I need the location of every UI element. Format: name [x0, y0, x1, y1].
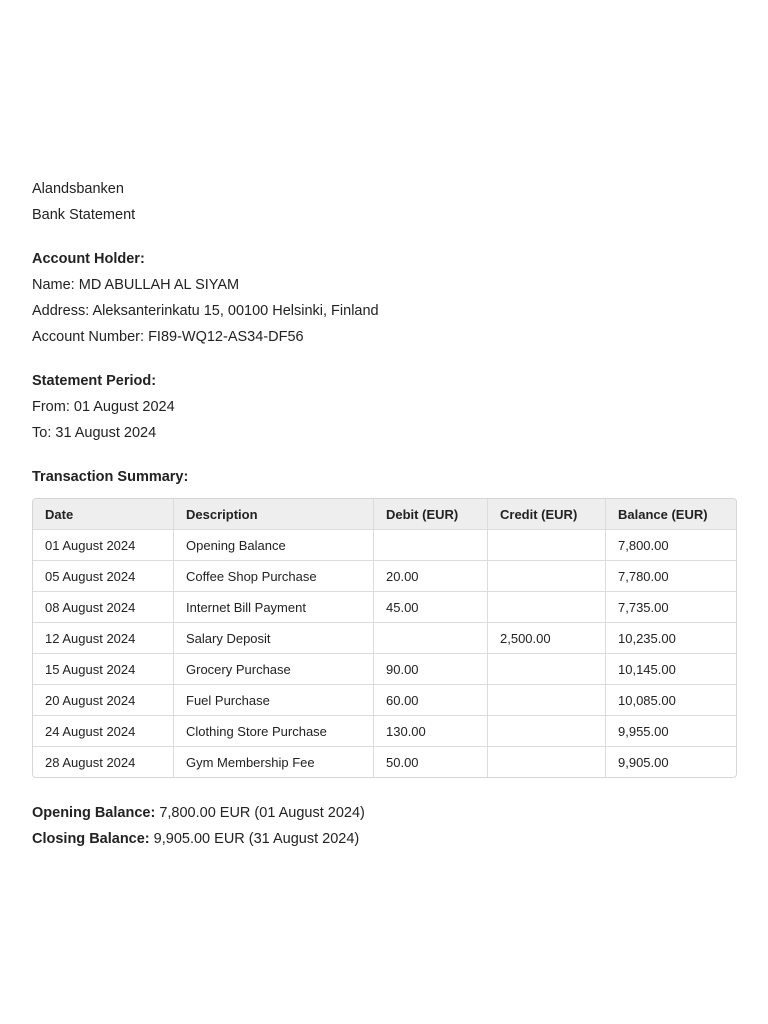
column-header-description: Description	[174, 499, 374, 530]
cell-date: 12 August 2024	[33, 623, 174, 654]
transaction-summary-section	[32, 464, 737, 778]
table-row	[33, 530, 736, 561]
cell-credit	[488, 654, 606, 685]
cell-date: 05 August 2024	[33, 561, 174, 592]
column-header-credit: Credit (EUR)	[488, 499, 606, 530]
holder-address: Aleksanterinkatu 15, 00100 Helsinki, Finland	[92, 303, 379, 319]
cell-credit: 2,500.00	[488, 623, 606, 654]
cell-debit: 60.00	[374, 685, 488, 716]
holder-name: MD ABULLAH AL SIYAM	[78, 277, 240, 293]
opening-balance-label: Opening Balance:	[32, 805, 156, 821]
cell-date: 08 August 2024	[33, 592, 174, 623]
cell-balance: 9,955.00	[606, 716, 736, 747]
cell-debit: 130.00	[374, 716, 488, 747]
cell-debit: 50.00	[374, 747, 488, 777]
cell-description: Internet Bill Payment	[174, 592, 374, 623]
column-header-balance: Balance (EUR)	[606, 499, 736, 530]
cell-date: 24 August 2024	[33, 716, 174, 747]
cell-balance: 9,905.00	[618, 754, 669, 770]
cell-credit	[488, 685, 606, 716]
document-title: Bank Statement	[32, 207, 136, 223]
cell-debit: 90.00	[374, 654, 488, 685]
cell-balance: 7,735.00	[606, 592, 736, 623]
closing-balance-label: Closing Balance:	[32, 831, 150, 847]
period-to-label: To:	[32, 425, 52, 441]
holder-address-label: Address:	[32, 303, 90, 319]
cell-debit: 45.00	[374, 592, 488, 623]
account-number: FI89-WQ12-AS34-DF56	[148, 329, 304, 345]
table-row	[33, 747, 736, 777]
column-header-debit: Debit (EUR)	[374, 499, 488, 530]
transaction-summary-heading: Transaction Summary:	[32, 469, 189, 485]
opening-balance-line	[32, 800, 737, 826]
holder-address-line	[32, 298, 737, 324]
period-to-line	[32, 420, 737, 446]
cell-credit	[488, 561, 606, 592]
table-row	[33, 592, 736, 623]
cell-balance: 10,085.00	[606, 685, 736, 716]
period-to: 31 August 2024	[55, 425, 157, 441]
table-row	[33, 654, 736, 685]
holder-name-label: Name:	[32, 277, 75, 293]
table-row	[33, 716, 736, 747]
cell-balance: 10,145.00	[606, 654, 736, 685]
cell-balance: 7,780.00	[606, 561, 736, 592]
cell-debit: 20.00	[374, 561, 488, 592]
period-from-label: From:	[32, 399, 70, 415]
cell-date: 15 August 2024	[33, 654, 174, 685]
cell-date: 20 August 2024	[33, 685, 174, 716]
cell-description: Clothing Store Purchase	[174, 716, 374, 747]
cell-balance: 10,235.00	[606, 623, 736, 654]
cell-description: Coffee Shop Purchase	[174, 561, 374, 592]
cell-description: Opening Balance	[174, 530, 374, 561]
cell-description: Grocery Purchase	[174, 654, 374, 685]
table-row	[33, 561, 736, 592]
statement-document	[32, 176, 737, 852]
cell-debit	[374, 623, 488, 654]
column-header-date: Date	[33, 499, 174, 530]
opening-balance-value: 7,800.00 EUR (01 August 2024)	[159, 805, 365, 821]
statement-period-heading: Statement Period:	[32, 373, 157, 389]
cell-debit	[374, 530, 488, 561]
cell-date: 01 August 2024	[33, 530, 174, 561]
transaction-table	[32, 498, 737, 778]
closing-balance-value: 9,905.00 EUR (31 August 2024)	[153, 831, 360, 847]
cell-description: Fuel Purchase	[174, 685, 374, 716]
table-row	[33, 623, 736, 654]
bank-name: Alandsbanken	[32, 181, 124, 197]
account-number-line	[32, 324, 737, 350]
holder-name-line	[32, 272, 737, 298]
cell-description: Salary Deposit	[174, 623, 374, 654]
cell-description: Gym Membership Fee	[174, 747, 374, 777]
cell-balance: 7,800.00	[606, 530, 736, 561]
cell-credit	[488, 716, 606, 747]
period-from-line	[32, 394, 737, 420]
closing-balance-line	[32, 826, 737, 852]
statement-period-section	[32, 368, 737, 446]
cell-credit	[488, 530, 606, 561]
table-header-row	[33, 499, 736, 530]
balance-summary-section	[32, 800, 737, 852]
cell-date: 28 August 2024	[33, 747, 174, 777]
account-holder-section	[32, 246, 737, 350]
table-row	[33, 685, 736, 716]
cell-credit	[488, 592, 606, 623]
period-from: 01 August 2024	[73, 399, 175, 415]
cell-credit	[488, 747, 606, 777]
account-holder-heading: Account Holder:	[32, 251, 145, 267]
account-number-label: Account Number:	[32, 329, 145, 345]
